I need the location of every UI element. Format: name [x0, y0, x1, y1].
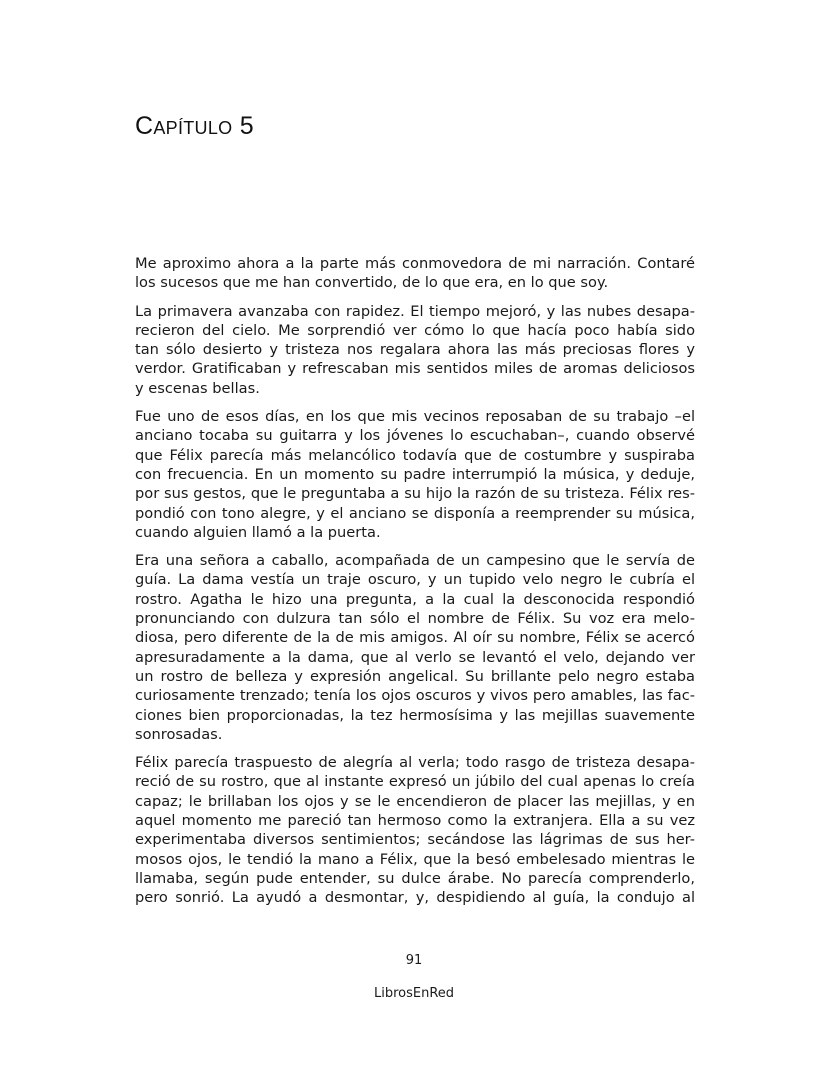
text-line: La primavera avanzaba con rapidez. El tiempo mejoró, y las nubes desapa-	[135, 302, 695, 320]
text-line: tan sólo desierto y tristeza nos regalara ahora las más preciosas flores y	[135, 341, 695, 359]
text-line: diosa, pero diferente de la de mis amigos. Al oír su nombre, Félix se acercó	[135, 629, 695, 647]
text-line: ciones bien proporcionadas, la tez hermosísima y las mejillas suavemente	[135, 706, 695, 724]
text-line: Era una señora a caballo, acompañada de un campesino que le servía de	[135, 552, 695, 570]
text-line: que Félix parecía más melancólico todavía que de costumbre y suspiraba	[135, 446, 695, 464]
text-line: Félix parecía traspuesto de alegría al verla; todo rasgo de tristeza desapa-	[135, 754, 695, 772]
text-line: pondió con tono alegre, y el anciano se disponía a reemprender su música,	[135, 504, 695, 522]
text-line: llamaba, según pude entender, su dulce árabe. No parecía comprenderlo,	[135, 869, 695, 887]
text-line: verdor. Gratificaban y refrescaban mis sentidos miles de aromas deliciosos	[135, 360, 695, 378]
text-line: con frecuencia. En un momento su padre interrumpió la música, y deduje,	[135, 465, 695, 483]
text-line: por sus gestos, que le preguntaba a su hijo la razón de su tristeza. Félix res-	[135, 485, 695, 503]
text-line: cuando alguien llamó a la puerta.	[135, 523, 381, 541]
text-line: pero sonrió. La ayudó a desmontar, y, despidiendo al guía, la condujo al	[135, 889, 695, 907]
text-line: experimentaba diversos sentimientos; secándose las lágrimas de sus her-	[135, 831, 695, 849]
body-text	[135, 254, 695, 917]
text-line: reció de su rostro, que al instante expresó un júbilo del cual apenas lo creía	[135, 773, 695, 791]
text-line: Fue uno de esos días, en los que mis vecinos reposaban de su trabajo –el	[135, 408, 695, 426]
publisher-footer: LibrosEnRed	[373, 986, 455, 1001]
text-line: un rostro de belleza y expresión angelical. Su brillante pelo negro estaba	[135, 667, 695, 685]
text-line: capaz; le brillaban los ojos y se le encendieron de placer las mejillas, y en	[135, 792, 695, 810]
text-line: curiosamente trenzado; tenía los ojos oscuros y vivos pero amables, las fac-	[135, 687, 695, 705]
text-line: y escenas bellas.	[135, 379, 260, 397]
text-line: sonrosadas.	[135, 725, 223, 743]
page-number: 91	[405, 953, 423, 968]
text-line: guía. La dama vestía un traje oscuro, y un tupido velo negro le cubría el	[135, 571, 695, 589]
text-line: anciano tocaba su guitarra y los jóvenes lo escuchaban–, cuando observé	[135, 427, 695, 445]
text-line: los sucesos que me han convertido, de lo que era, en lo que soy.	[135, 274, 609, 292]
paragraph	[135, 302, 695, 398]
text-line: Me aproximo ahora a la parte más conmovedora de mi narración. Contaré	[135, 255, 695, 272]
text-line: aquel momento me pareció tan hermoso como la extranjera. Ella a su vez	[135, 812, 695, 830]
text-line: mosos ojos, le tendió la mano a Félix, que la besó embelesado mientras le	[135, 850, 695, 868]
text-line: recieron del cielo. Me sorprendió ver cómo lo que hacía poco había sido	[135, 321, 695, 339]
paragraph	[135, 407, 695, 542]
text-line: rostro. Agatha le hizo una pregunta, a la cual la desconocida respondió	[135, 590, 695, 608]
text-line: apresuradamente a la dama, que al verlo se levantó el velo, dejando ver	[135, 648, 695, 666]
chapter-title: Capítulo 5	[135, 112, 254, 140]
paragraph	[135, 551, 695, 744]
paragraph	[135, 254, 695, 293]
text-line: pronunciando con dulzura tan sólo el nombre de Félix. Su voz era melo-	[135, 610, 695, 628]
paragraph	[135, 753, 695, 907]
